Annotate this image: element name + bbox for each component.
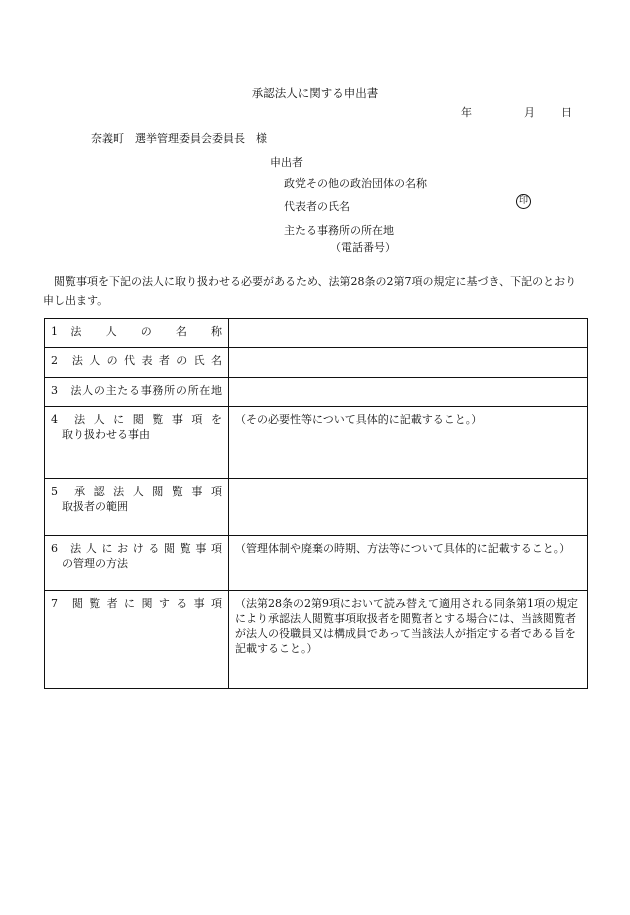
row-label-line2: の管理の方法 <box>62 557 128 570</box>
body-text: 閲覧事項を下記の法人に取り扱わせる必要があるため、法第28条の2第7項の規定に基づき、下記のとおり申し出ます。 <box>43 275 577 307</box>
row-label-line1: 4 法 人 に 閲 覧 事 項 を <box>51 413 222 426</box>
details-table <box>44 318 588 689</box>
row-content <box>229 479 588 536</box>
row-label: 3 法人の主たる事務所の所在地 <box>45 378 229 407</box>
row-label <box>45 536 229 591</box>
phone-label: （電話番号） <box>330 241 396 254</box>
office-address-label: 主たる事務所の所在地 <box>284 224 394 237</box>
addressee: 奈義町 選挙管理委員会委員長 様 <box>91 132 267 145</box>
table-row <box>45 479 588 536</box>
row-label-line2: 取り扱わせる事由 <box>62 428 150 441</box>
table-row <box>45 591 588 689</box>
row-label: 2 法 人 の 代 表 者 の 氏 名 <box>45 348 229 378</box>
row-content: （管理体制や廃棄の時期、方法等について具体的に記載すること。） <box>229 536 588 591</box>
row-label <box>45 479 229 536</box>
table-row <box>45 536 588 591</box>
date-month: 月 <box>524 106 535 119</box>
row-label: 1 法 人 の 名 称 <box>45 319 229 348</box>
row-label: 7 閲 覧 者 に 関 す る 事 項 <box>45 591 229 689</box>
table-row <box>45 348 588 378</box>
row-content: （その必要性等について具体的に記載すること。） <box>229 407 588 479</box>
table-row <box>45 407 588 479</box>
date-year: 年 <box>461 106 472 119</box>
seal-icon: 印 <box>516 194 531 209</box>
row-content: （法第28条の2第9項において読み替えて適用される同条第1項の規定により承認法人閲覧事項取扱者を閲覧者とする場合には、当該閲覧者が法人の役職員又は構成員であって当該法人が指定する者である旨を記載すること。） <box>229 591 588 689</box>
party-name-label: 政党その他の政治団体の名称 <box>284 177 427 190</box>
row-label <box>45 407 229 479</box>
row-content <box>229 378 588 407</box>
row-content <box>229 348 588 378</box>
table-row <box>45 319 588 348</box>
applicant-label: 申出者 <box>270 156 303 169</box>
table-row <box>45 378 588 407</box>
row-label-line2: 取扱者の範囲 <box>62 500 128 513</box>
row-label-line1: 6 法 人 に お け る 閲 覧 事 項 <box>51 542 222 555</box>
row-content <box>229 319 588 348</box>
document-title: 承認法人に関する申出書 <box>251 86 379 100</box>
date-line <box>461 104 572 120</box>
date-day: 日 <box>561 106 572 119</box>
representative-label: 代表者の氏名 <box>284 200 350 213</box>
row-label-line1: 5 承 認 法 人 閲 覧 事 項 <box>51 485 222 498</box>
